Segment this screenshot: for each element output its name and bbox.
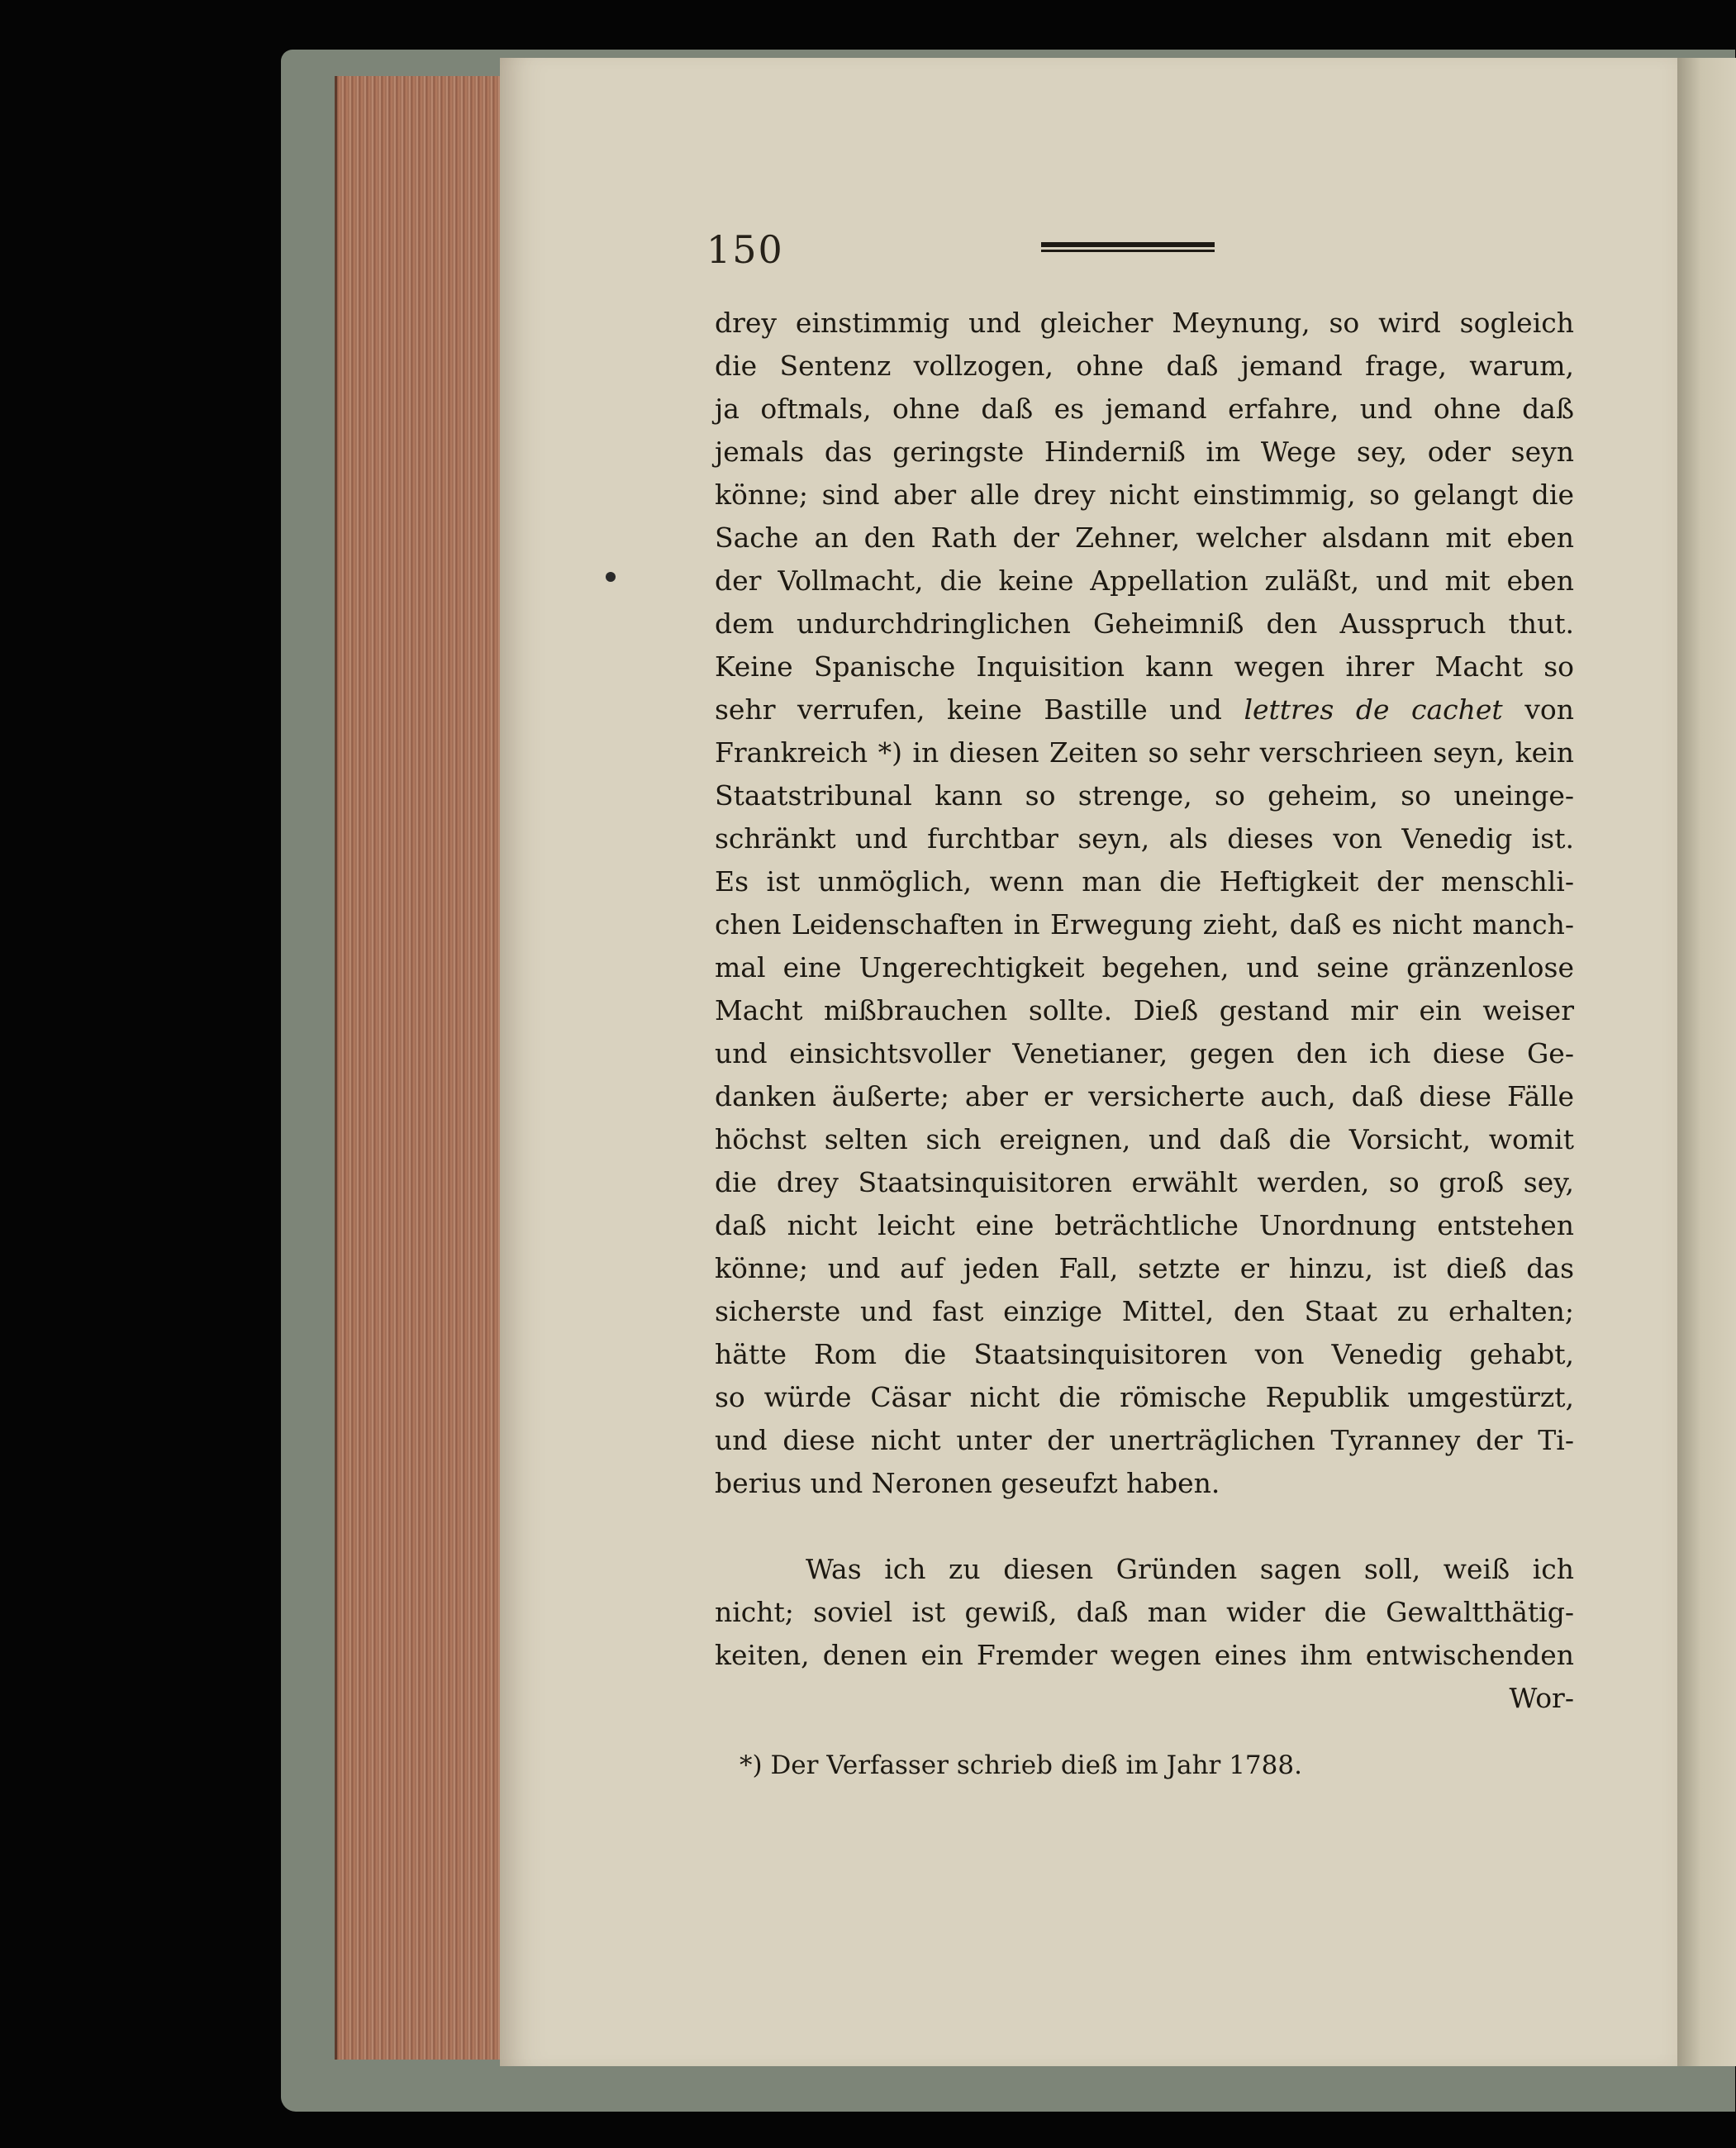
italic-phrase: lettres de cachet (1244, 693, 1503, 726)
text-line: Staatstribunal kann so strenge, so geheim, so uneinge- (715, 779, 1574, 812)
text-line: und einsichtsvoller Venetianer, gegen den ich diese Ge- (715, 1037, 1574, 1069)
text-line: nicht; soviel ist gewiß, daß man wider die Gewaltthätig- (715, 1596, 1574, 1628)
text-line: danken äußerte; aber er versicherte auch, daß diese Fälle (715, 1080, 1574, 1112)
text-line: könne; und auf jeden Fall, setzte er hinzu, ist dieß das (715, 1252, 1574, 1284)
text-line: mal eine Ungerechtigkeit begehen, und seine gränzenlose (715, 951, 1574, 984)
next-page-edge (1677, 58, 1736, 2066)
text-line: Keine Spanische Inquisition kann wegen ihrer Macht so (715, 650, 1574, 683)
margin-mark (606, 572, 616, 582)
text-line: der Vollmacht, die keine Appellation zuläßt, und mit eben (715, 564, 1574, 597)
text-segment: sehr verrufen, keine Bastille und (715, 693, 1244, 726)
footnote: *) Der Verfasser schrieb dieß im Jahr 1788. (740, 1750, 1302, 1780)
header-rule (1041, 242, 1215, 254)
text-line: die Sentenz vollzogen, ohne daß jemand frage, warum, (715, 350, 1574, 382)
text-line: könne; sind aber alle drey nicht einstimmig, so gelangt die (715, 479, 1574, 511)
text-line: hätte Rom die Staatsinquisitoren von Venedig gehabt, (715, 1338, 1574, 1370)
text-line: sicherste und fast einzige Mittel, den Staat zu erhalten; (715, 1295, 1574, 1327)
text-line: höchst selten sich ereignen, und daß die Vorsicht, womit (715, 1123, 1574, 1155)
page-number: 150 (706, 227, 784, 272)
text-line: und diese nicht unter der unerträglichen Tyranney der Ti- (715, 1424, 1574, 1456)
catchword: Wor- (1509, 1682, 1574, 1714)
text-line: schränkt und furchtbar seyn, als dieses von Venedig ist. (715, 822, 1574, 855)
text-line: ja oftmals, ohne daß es jemand erfahre, und ohne daß (715, 393, 1574, 425)
text-line: dem undurchdringlichen Geheimniß den Ausspruch thut. (715, 607, 1574, 640)
text-line: Frankreich *) in diesen Zeiten so sehr verschrieen seyn, kein (715, 736, 1574, 769)
body-text (715, 302, 1574, 1720)
text-line: jemals das geringste Hinderniß im Wege sey, oder seyn (715, 436, 1574, 468)
text-line: Macht mißbrauchen sollte. Dieß gestand mir ein weiser (715, 994, 1574, 1026)
text-line: daß nicht leicht eine beträchtliche Unordnung entstehen (715, 1209, 1574, 1241)
page-header (706, 227, 1219, 277)
text-line: so würde Cäsar nicht die römische Republik umgestürzt, (715, 1381, 1574, 1413)
text-line: Sache an den Rath der Zehner, welcher alsdann mit eben (715, 522, 1574, 554)
text-line: chen Leidenschaften in Erwegung zieht, daß es nicht manch- (715, 908, 1574, 941)
text-line-italic-mix (715, 688, 1574, 731)
page-edges (335, 76, 511, 2060)
text-line: die drey Staatsinquisitoren erwählt werden, so groß sey, (715, 1166, 1574, 1198)
text-segment: von (1502, 693, 1574, 726)
text-line: drey einstimmig und gleicher Meynung, so wird sogleich (715, 307, 1574, 339)
paragraph-start: Was ich zu diesen Gründen sagen soll, weiß ich (806, 1553, 1574, 1585)
text-line: Es ist unmöglich, wenn man die Heftigkeit der menschli- (715, 865, 1574, 898)
text-line: keiten, denen ein Fremder wegen eines ihm entwischenden (715, 1639, 1574, 1671)
text-line: berius und Neronen geseufzt haben. (715, 1467, 1220, 1499)
